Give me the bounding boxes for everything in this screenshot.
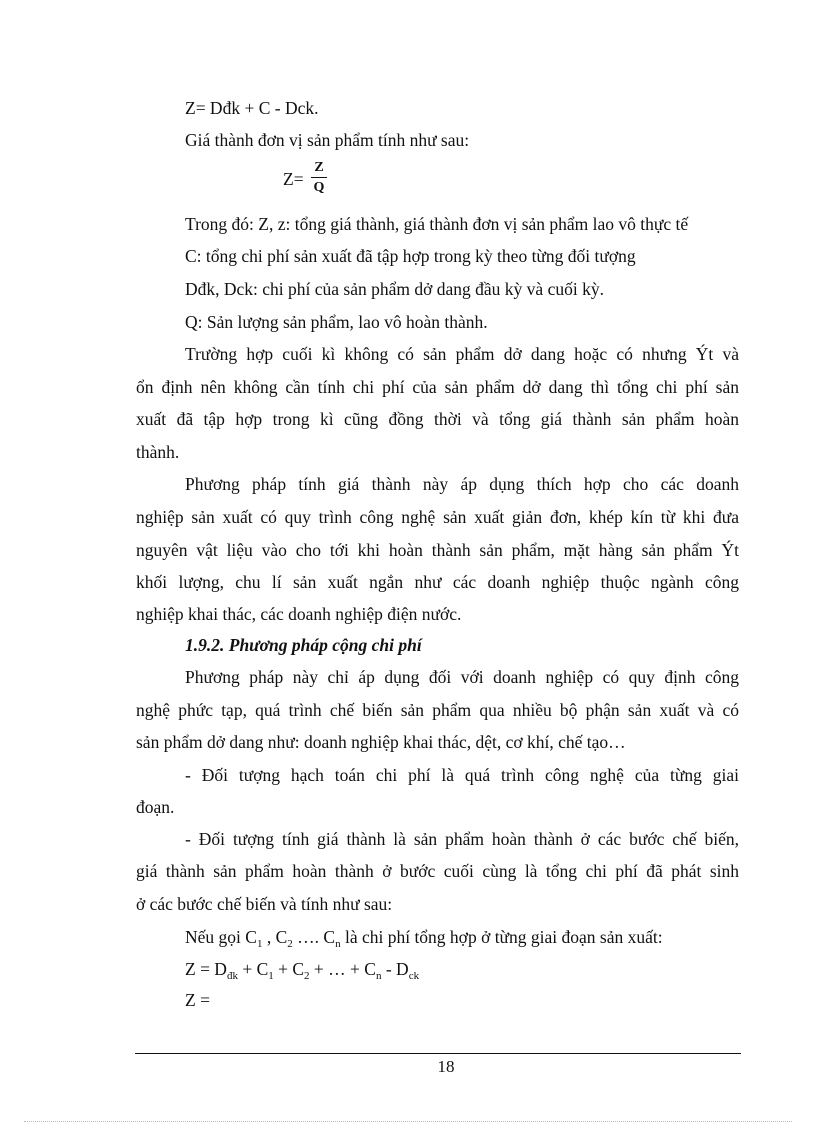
paragraph-line: nguyên vật liệu vào cho tới khi hoàn thành sản phẩm, mặt hàng sản phẩm Ýt [136,540,739,560]
paragraph-line: Phương pháp tính giá thành này áp dụng thích hợp cho các doanh [185,474,739,494]
bullet-line: - Đối tượng hạch toán chi phí là quá trình công nghệ của từng giai [185,765,739,785]
definition-line: Dđk, Dck: chi phí của sản phẩm dở dang đầu kỳ và cuối kỳ. [185,279,604,299]
unit-cost-formula-lhs: Z= [283,169,304,189]
paragraph-line: ổn định nên không cần tính chi phí của sản phẩm dở dang thì tổng chi phí sản [136,377,739,397]
definition-line: Q: Sản lượng sản phẩm, lao vô hoàn thành. [185,312,488,332]
sum-formula: $Z = D_{đk} + C_1 + C_2$ + … + $C_n - D_{ck}$ [185,959,420,982]
bullet-line: - Đối tượng tính giá thành là sản phẩm hoàn thành ở các bước chế biến, [185,829,739,849]
page-edge-dotted-line [24,1121,792,1122]
paragraph-line: nghiệp khai thác, các doanh nghiệp điện nước. [136,604,462,624]
definition-line: Trong đó: Z, z: tổng giá thành, giá thành đơn vị sản phẩm lao vô thực tế [185,214,689,234]
footer-rule [135,1053,741,1054]
bullet-line: ở các bước chế biến và tính như sau: [136,894,393,914]
paragraph-line: xuất đã tập hợp trong kì cũng đồng thời và tổng giá thành sản phẩm hoàn [136,409,739,429]
paragraph-line: thành. [136,442,180,462]
stage-costs-line: Nếu gọi $C_1$ , $C_2$ …. $C_n$ là chi phí tổng hợp ở từng giai đoạn sản xuất: [185,927,663,950]
fraction-denominator: Q [313,180,325,195]
total-cost-formula: Z= Dđk + C - Dck. [185,98,319,118]
section-heading: 1.9.2. Phương pháp cộng chi phí [185,635,422,655]
fraction-numerator: Z [314,160,324,175]
paragraph-line: sản phẩm dở dang như: doanh nghiệp khai thác, dệt, cơ khí, chế tạo… [136,732,626,752]
bullet-line: đoạn. [136,797,175,817]
paragraph-line: Trường hợp cuối kì không có sản phẩm dở dang hoặc có nhưng Ýt và [185,344,739,364]
paragraph-line: khối lượng, chu lí sản xuất ngắn như các doanh nghiệp thuộc ngành công [136,572,739,592]
paragraph-line: nghệ phức tạp, quá trình chế biến sản phẩm qua nhiều bộ phận sản xuất và có [136,700,739,720]
page-number: 18 [437,1057,455,1076]
z-equals-line: Z = [185,990,210,1010]
paragraph-line: nghiệp sản xuất có quy trình công nghệ sản xuất giản đơn, khép kín từ khi đưa [136,507,739,527]
definition-line: C: tổng chi phí sản xuất đã tập hợp trong kỳ theo từng đối tượng [185,246,636,266]
bullet-line: giá thành sản phẩm hoàn thành ở bước cuối cùng là tổng chi phí đã phát sinh [136,861,739,881]
paragraph-line: Phương pháp này chỉ áp dụng đối với doanh nghiệp có quy định công [185,667,739,687]
fraction-bar [311,177,327,178]
unit-cost-intro: Giá thành đơn vị sản phẩm tính như sau: [185,130,470,150]
unit-cost-fraction [311,160,327,196]
